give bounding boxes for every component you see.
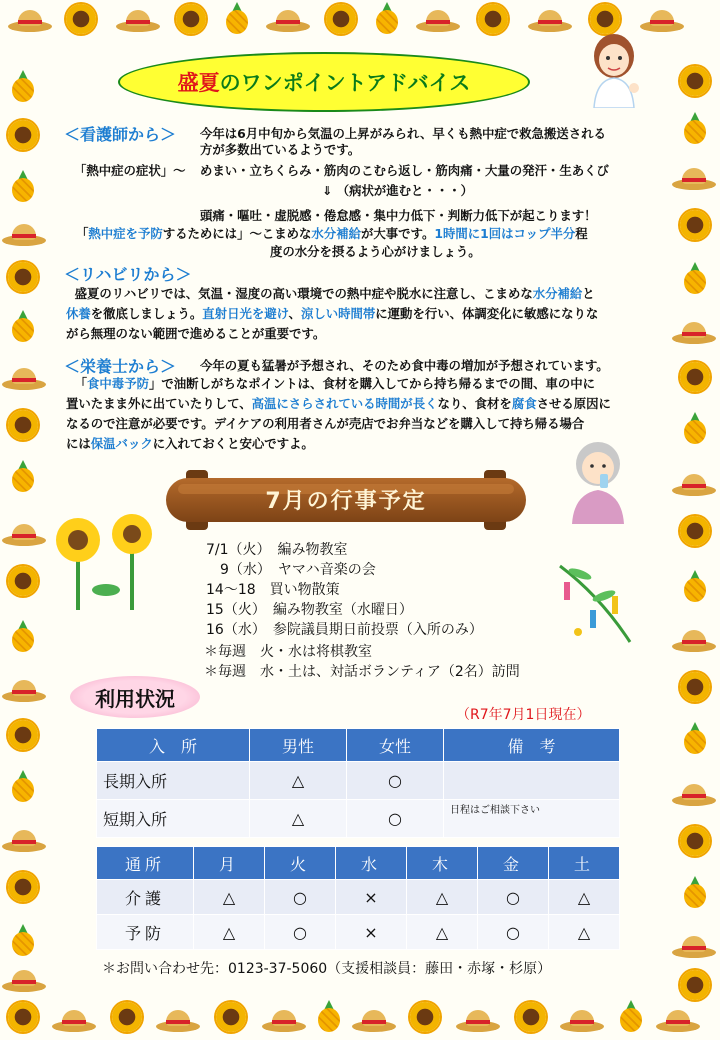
usage-label: 利用状況 xyxy=(70,676,200,718)
prevention-text xyxy=(76,224,656,244)
straw-hat-icon xyxy=(2,520,46,546)
table-cell: △ xyxy=(194,915,265,950)
pineapple-icon xyxy=(684,570,706,602)
usage-date: （R7年7月1日現在） xyxy=(456,707,591,723)
table-cell: △ xyxy=(549,915,620,950)
rehab-heading: ＜リハビリから＞ xyxy=(64,265,192,284)
rehab-keyword: 直射日光を避け xyxy=(202,306,289,321)
pineapple-icon xyxy=(376,2,398,34)
straw-hat-icon xyxy=(672,470,716,496)
sunflower-icon xyxy=(8,1002,38,1032)
weekly-notes xyxy=(204,642,520,682)
table-header-row xyxy=(97,847,620,880)
nutrition-line xyxy=(66,374,666,394)
admission-table xyxy=(96,728,620,838)
pineapple-icon xyxy=(12,310,34,342)
nutrition-keyword: 腐食 xyxy=(511,396,537,411)
nurse-heading: ＜看護師から＞ xyxy=(64,125,177,144)
pineapple-icon xyxy=(684,722,706,754)
table-header: 水 xyxy=(336,847,407,880)
pineapple-icon xyxy=(12,70,34,102)
rehab-keyword: 水分補給 xyxy=(532,286,583,301)
straw-hat-icon xyxy=(262,1006,306,1032)
straw-hat-icon xyxy=(52,1006,96,1032)
sunflowers-illustration xyxy=(50,510,160,610)
straw-hat-icon xyxy=(156,1006,200,1032)
straw-hat-icon xyxy=(2,826,46,852)
straw-hat-icon xyxy=(672,318,716,344)
table-cell: 長期入所 xyxy=(97,762,250,800)
straw-hat-icon xyxy=(352,1006,396,1032)
straw-hat-icon xyxy=(672,932,716,958)
nurse-illustration xyxy=(584,28,644,108)
table-header: 火 xyxy=(265,847,336,880)
straw-hat-icon xyxy=(672,780,716,806)
sunflower-icon xyxy=(680,66,710,96)
sunflower-icon xyxy=(8,872,38,902)
table-cell: ○ xyxy=(347,762,444,800)
nutrition-intro: 今年の夏も猛暑が予想され、そのため食中毒の増加が予想されています。 xyxy=(200,358,609,373)
straw-hat-icon xyxy=(2,676,46,702)
daycare-table xyxy=(96,846,620,950)
straw-hat-icon xyxy=(672,626,716,652)
sunflower-icon xyxy=(680,970,710,1000)
nutrition-keyword: 高温にさらされている時間が長く xyxy=(251,396,438,411)
sunflower-icon xyxy=(680,516,710,546)
straw-hat-icon xyxy=(640,6,684,32)
weekly-note: ＊毎週 水・土は、対話ボランティア（2名）訪問 xyxy=(204,664,520,680)
sunflower-icon xyxy=(478,4,508,34)
pineapple-icon xyxy=(620,1000,642,1032)
sunflower-icon xyxy=(680,672,710,702)
rehab-part: を徹底しましょう。 xyxy=(90,306,203,321)
rehab-part: 、 xyxy=(288,306,301,321)
title-text: のワンポイントアドバイス xyxy=(219,71,471,95)
sunflower-icon xyxy=(680,210,710,240)
nurse-text xyxy=(200,124,670,160)
page-title xyxy=(118,52,530,112)
pineapple-icon xyxy=(12,770,34,802)
table-cell: △ xyxy=(194,880,265,915)
nutrition-part: には xyxy=(66,436,91,451)
straw-hat-icon xyxy=(266,6,310,32)
sunflower-icon xyxy=(8,720,38,750)
nutrition-part: 置いたまま外に出ていたりして、 xyxy=(66,396,252,411)
table-cell: 短期入所 xyxy=(97,800,250,838)
sunflower-icon xyxy=(410,1002,440,1032)
table-cell: △ xyxy=(407,915,478,950)
sunflower-icon xyxy=(8,566,38,596)
table-cell: △ xyxy=(549,880,620,915)
table-cell: 日程はご相談下さい xyxy=(444,800,620,838)
pineapple-icon xyxy=(12,924,34,956)
event-item: 14〜18 買い物散策 xyxy=(206,582,340,598)
table-row xyxy=(97,880,620,915)
weekly-note: ＊毎週 火・水は将棋教室 xyxy=(204,644,372,660)
sunflower-icon xyxy=(216,1002,246,1032)
symptom-list: めまい・立ちくらみ・筋肉のこむら返し・筋肉痛・大量の発汗・生あくび xyxy=(200,163,609,178)
table-header: 入 所 xyxy=(97,729,250,762)
sunflower-icon xyxy=(516,1002,546,1032)
rehab-line xyxy=(66,304,666,324)
table-header: 月 xyxy=(194,847,265,880)
nutrition-heading: ＜栄養士から＞ xyxy=(64,357,177,376)
table-row xyxy=(97,915,620,950)
nutrition-part: 」で油断しがちなポイントは、食材を購入してから持ち帰るまでの間、車の中に xyxy=(148,376,596,391)
rehab-line xyxy=(66,284,666,304)
pineapple-icon xyxy=(318,1000,340,1032)
sunflower-icon xyxy=(680,826,710,856)
events-sign xyxy=(166,470,526,530)
contact-info: ＊お問い合わせ先：0123-37-5060（支援相談員：藤田・赤塚・杉原） xyxy=(102,961,552,977)
nutrition-part: 「 xyxy=(74,376,88,391)
nutrition-part: なり、食材を xyxy=(437,396,512,411)
prevention-line2: 度の水分を摂るよう心がけましょう。 xyxy=(270,244,481,259)
prevention-keyword: 1時間に1回はコップ半分 xyxy=(434,226,576,241)
table-header: 土 xyxy=(549,847,620,880)
table-cell: ○ xyxy=(478,915,549,950)
event-item: 15（火） 編み物教室（水曜日） xyxy=(206,602,413,618)
pineapple-icon xyxy=(226,2,248,34)
table-row xyxy=(97,800,620,838)
events-list xyxy=(206,540,483,640)
prevention-part: が大事です。 xyxy=(360,226,435,241)
symptom-list-advanced: 頭痛・嘔吐・虚脱感・倦怠感・集中力低下・判断力低下が起こります！ xyxy=(200,208,597,223)
nurse-line: 方が多数出ているようです。 xyxy=(200,142,361,157)
straw-hat-icon xyxy=(2,364,46,390)
table-cell xyxy=(444,762,620,800)
table-row xyxy=(97,762,620,800)
table-cell: ○ xyxy=(347,800,444,838)
pineapple-icon xyxy=(684,112,706,144)
title-highlight: 盛夏 xyxy=(177,71,220,95)
straw-hat-icon xyxy=(2,220,46,246)
nutrition-part: させる原因に xyxy=(536,396,611,411)
table-header: 通所 xyxy=(97,847,194,880)
rehab-keyword: 涼しい時間帯 xyxy=(300,306,376,321)
rehab-line: がら無理のない範囲で進めることが重要です。 xyxy=(66,326,326,341)
prevention-keyword: 熱中症を予防 xyxy=(88,226,163,241)
rehab-part: に運動を行い、体調変化に敏感になりな xyxy=(375,306,599,321)
nutrition-keyword: 食中毒予防 xyxy=(87,376,149,391)
rehab-part: と xyxy=(582,286,595,301)
rehab-part: 盛夏のリハビリでは、気温・湿度の高い環境での熱中症や脱水に注意し、こまめな xyxy=(74,286,533,301)
pineapple-icon xyxy=(684,412,706,444)
table-cell: ○ xyxy=(478,880,549,915)
rehab-keyword: 休養 xyxy=(66,306,91,321)
symptom-label: 「熱中症の症状」〜 xyxy=(74,163,186,178)
events-title: 7月の行事予定 xyxy=(265,489,427,514)
nutrition-line: なるので注意が必要です。デイケアの利用者さんが売店でお弁当などを購入して持ち帰る場合 xyxy=(66,416,585,431)
event-item: 9（水） ヤマハ音楽の会 xyxy=(206,562,376,578)
nutrition-part: に入れておくと安心ですよ。 xyxy=(152,436,314,451)
table-cell: 介護 xyxy=(97,880,194,915)
sunflower-icon xyxy=(8,410,38,440)
pineapple-icon xyxy=(12,620,34,652)
straw-hat-icon xyxy=(116,6,160,32)
pineapple-icon xyxy=(684,876,706,908)
elderly-woman-illustration xyxy=(566,438,630,524)
table-header-row xyxy=(97,729,620,762)
table-cell: △ xyxy=(407,880,478,915)
prevention-part: 「 xyxy=(76,226,89,241)
prevention-part: するためには」〜こまめな xyxy=(162,226,312,241)
prevention-part: 程 xyxy=(575,226,588,241)
table-cell: ○ xyxy=(265,915,336,950)
table-header: 女性 xyxy=(347,729,444,762)
nutrition-keyword: 保温バック xyxy=(90,436,153,451)
table-cell: ○ xyxy=(265,880,336,915)
straw-hat-icon xyxy=(416,6,460,32)
nurse-line: 今年は6月中旬から気温の上昇がみられ、早くも熱中症で救急搬送される xyxy=(200,126,606,141)
sunflower-icon xyxy=(66,4,96,34)
table-header: 金 xyxy=(478,847,549,880)
table-cell: △ xyxy=(250,800,347,838)
nutrition-line xyxy=(66,394,666,414)
table-header: 木 xyxy=(407,847,478,880)
sunflower-icon xyxy=(112,1002,142,1032)
table-cell: 予防 xyxy=(97,915,194,950)
straw-hat-icon xyxy=(656,1006,700,1032)
straw-hat-icon xyxy=(672,164,716,190)
straw-hat-icon xyxy=(528,6,572,32)
prevention-keyword: 水分補給 xyxy=(311,226,361,241)
tanabata-bamboo-illustration xyxy=(550,556,640,646)
pineapple-icon xyxy=(12,460,34,492)
sunflower-icon xyxy=(326,4,356,34)
sunflower-icon xyxy=(680,362,710,392)
pineapple-icon xyxy=(684,262,706,294)
sunflower-icon xyxy=(8,262,38,292)
sunflower-icon xyxy=(8,120,38,150)
straw-hat-icon xyxy=(456,1006,500,1032)
progress-note: ⇓ （病状が進むと・・・） xyxy=(322,183,473,198)
straw-hat-icon xyxy=(2,966,46,992)
event-item: 7/1（火） 編み物教室 xyxy=(206,542,348,558)
table-cell: △ xyxy=(250,762,347,800)
straw-hat-icon xyxy=(560,1006,604,1032)
rehab-text xyxy=(66,284,666,344)
table-cell: × xyxy=(336,880,407,915)
table-header: 備 考 xyxy=(444,729,620,762)
event-item: 16（水） 参院議員期日前投票（入所のみ） xyxy=(206,622,483,638)
table-cell: × xyxy=(336,915,407,950)
straw-hat-icon xyxy=(8,6,52,32)
sunflower-icon xyxy=(176,4,206,34)
pineapple-icon xyxy=(12,170,34,202)
table-header: 男性 xyxy=(250,729,347,762)
